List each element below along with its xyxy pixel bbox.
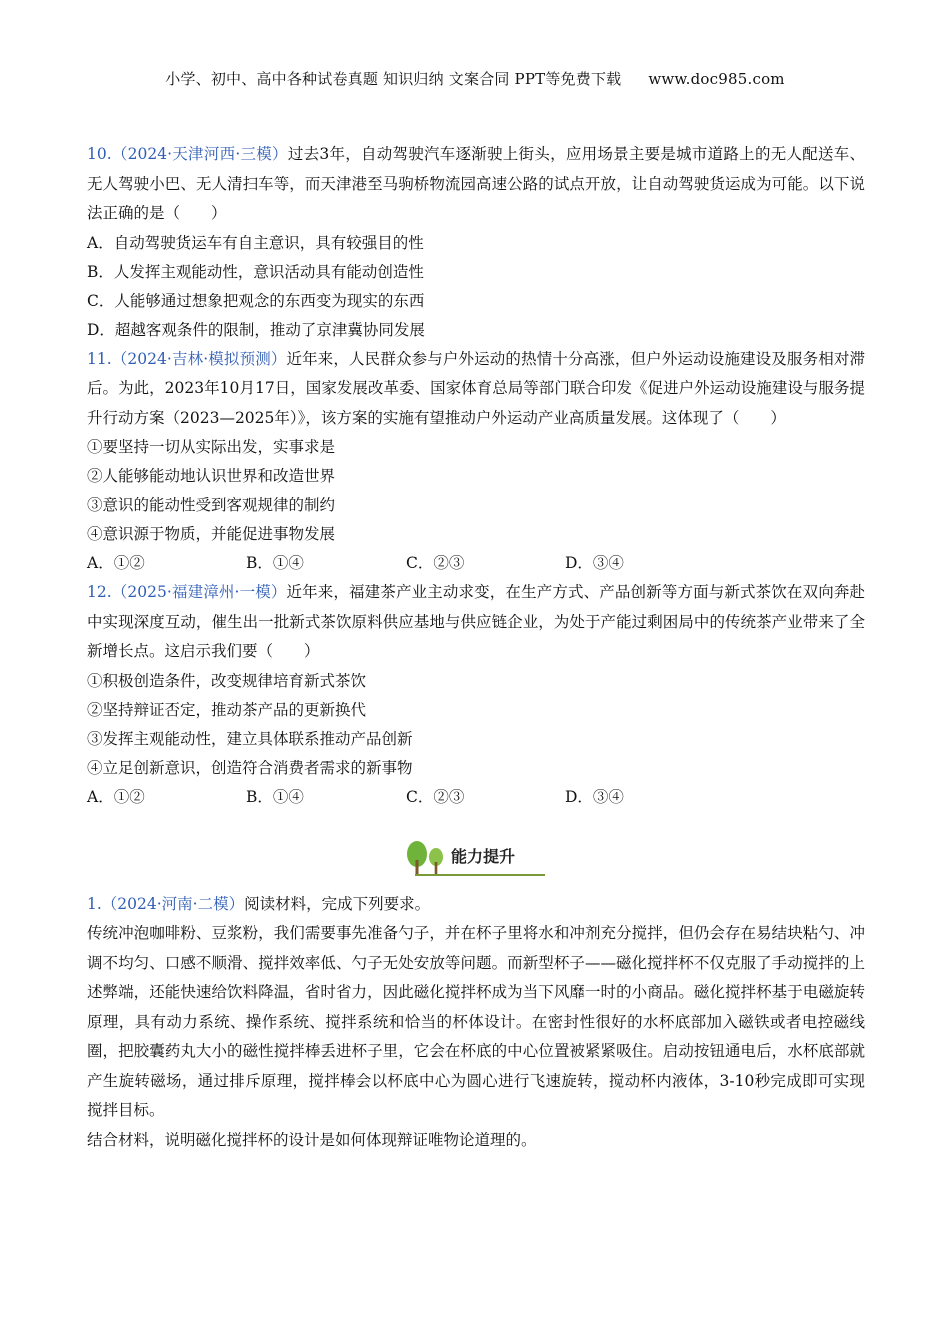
question-11-source-tag: 11.（2024·吉林·模拟预测） [87,349,287,368]
section-underline [415,874,545,876]
question-11-text: 近年来，人民群众参与户外运动的热情十分高涨，但户外运动设施建设及服务相对滞后。为此，2023年10月17日，国家发展改革委、国家体育总局等部门联合印发《促进户外运动设施建设与服务提升行动方案（2023—2025年）》，该方案的实施有望推动户外运动产业高质量发展。这体现了（ ） [87,349,865,427]
question-11-choice-c: C．②③ [406,554,465,572]
question-12-source-tag: 12.（2025·福建漳州·一模） [87,583,287,601]
section-banner [87,822,865,884]
question-11-statement-2: ②人能够能动地认识世界和改造世界 [87,467,336,485]
question-10-stem [87,140,865,229]
question-10-option-a: A．自动驾驶货运车有自主意识，具有较强目的性 [87,233,424,252]
question-1 [87,890,865,1156]
question-12-stem [87,578,865,667]
question-1-source-tag: 1.（2024·河南·二模） [87,894,245,913]
question-12-statement-2: ②坚持辩证否定，推动茶产品的更新换代 [87,700,367,719]
question-12-choice-a: A．①② [87,787,145,806]
page-header [0,68,950,89]
question-12 [87,578,865,812]
question-11-statement-3: ③意识的能动性受到客观规律的制约 [87,496,336,514]
question-1-material: 传统冲泡咖啡粉、豆浆粉，我们需要事先准备勺子，并在杯子里将水和冲剂充分搅拌，但仍会存在易结块粘勺、冲调不均匀、口感不顺滑、搅拌效率低、勺子无处安放等问题。而新型杯子——磁化搅拌杯不仅克服了手动搅拌的上述弊端，还能快速给饮料降温，省时省力，因此磁化搅拌杯成为当下风靡一时的小商品。磁化搅拌杯基于电磁旋转原理，具有动力系统、操作系统、搅拌系统和恰当的杯体设计。在密封性很好的水杯底部加入磁铁或者电控磁线圈，把胶囊药丸大小的磁性搅拌棒丢进杯子里，它会在杯底的中心位置被紧紧吸住。启动按钮通电后，水杯底部就产生旋转磁场，通过排斥原理，搅拌棒会以杯底中心为圆心进行飞速旋转，搅动杯内液体，3-10秒完成即可实现搅拌目标。 [87,924,865,1119]
header-text: 小学、初中、高中各种试卷真题 知识归纳 文案合同 PPT等免费下载 [165,70,622,88]
question-10-option-c: C．人能够通过想象把观念的东西变为现实的东西 [87,291,425,310]
question-11-choice-a: A．①② [87,554,145,572]
question-11-statement-4: ④意识源于物质，并能促进事物发展 [87,525,336,543]
question-11 [87,345,865,579]
section-title: 能力提升 [451,846,516,866]
question-11-statement-1: ①要坚持一切从实际出发，实事求是 [87,438,336,456]
question-10-option-b: B．人发挥主观能动性，意识活动具有能动创造性 [87,262,424,281]
header-url[interactable]: www.doc985.com [648,70,785,88]
question-12-choice-b: B．①④ [246,787,304,806]
question-1-text: 阅读材料，完成下列要求。 [244,894,431,913]
question-12-statement-4: ④立足创新意识，创造符合消费者需求的新事物 [87,758,413,777]
question-1-stem [87,890,865,920]
question-1-task: 结合材料，说明磁化搅拌杯的设计是如何体现辩证唯物论道理的。 [87,1130,537,1149]
question-11-stem [87,345,865,434]
question-12-statement-3: ③发挥主观能动性，建立具体联系推动产品创新 [87,729,413,748]
question-12-choice-d: D．③④ [565,787,624,806]
section-banner-graphic [403,836,548,880]
question-10-option-d: D．超越客观条件的限制，推动了京津冀协同发展 [87,320,425,339]
question-12-statement-1: ①积极创造条件，改变规律培育新式茶饮 [87,671,367,690]
question-12-text: 近年来，福建茶产业主动求变，在生产方式、产品创新等方面与新式茶饮在双向奔赴中实现深度互动，催生出一批新式茶饮原料供应基地与供应链企业，为处于产能过剩困局中的传统茶产业带来了全新增长点。这启示我们要（ ） [87,583,865,660]
question-11-choices [87,549,865,578]
document-body [87,140,865,1155]
question-12-choices [87,783,865,812]
question-10 [87,140,865,345]
question-11-choice-b: B．①④ [246,554,304,572]
question-10-source-tag: 10.（2024·天津河西·三模） [87,145,288,163]
question-12-choice-c: C．②③ [406,787,465,806]
question-10-text: 过去3年，自动驾驶汽车逐渐驶上街头，应用场景主要是城市道路上的无人配送车、无人驾驶小巴、无人清扫车等，而天津港至马驹桥物流园高速公路的试点开放，让自动驾驶货运成为可能。以下说法正确的是（ ） [87,145,865,222]
question-11-choice-d: D．③④ [565,554,624,572]
